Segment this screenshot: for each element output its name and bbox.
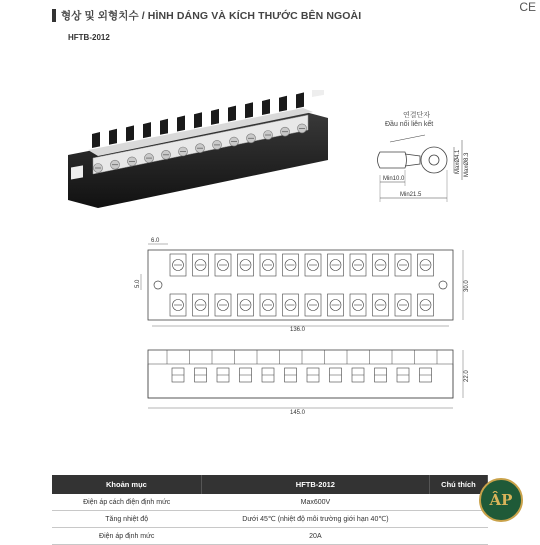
terminal-screw-icon [283, 294, 299, 316]
terminal-screw-icon [283, 254, 299, 276]
terminal-screw-icon [305, 294, 321, 316]
terminal-screw-icon [170, 294, 186, 316]
table-cell: Max600V [201, 494, 429, 511]
front-terminal-icon [172, 368, 184, 382]
dimension-drawing [130, 232, 470, 422]
brand-logo-badge [479, 478, 523, 522]
front-view-outline [148, 350, 453, 398]
section-title: 형상 및 외형치수 / HÌNH DÁNG VÀ KÍCH THƯỚC BÊN NGOÀI [61, 10, 362, 22]
terminal-screw-icon [170, 254, 186, 276]
table-header-row [52, 475, 488, 494]
model-code: HFTB-2012 [68, 33, 110, 42]
terminal-screw-icon [395, 294, 411, 316]
terminal-screw-icon [215, 254, 231, 276]
lug-dim-d1: MaxØ4.1 [455, 149, 461, 174]
front-terminal-icon [375, 368, 387, 382]
terminal-screw-icon [193, 254, 209, 276]
terminal-screw-icon [215, 294, 231, 316]
terminal-screw-icon [238, 294, 254, 316]
table-cell [429, 528, 487, 545]
section-header [52, 8, 361, 23]
table-header-notes: Chú thích [429, 475, 487, 494]
table-row [52, 528, 488, 545]
dim-height: 30.0 [464, 280, 470, 292]
table-header-item: Khoản mục [52, 475, 201, 494]
terminal-screw-icon [260, 254, 276, 276]
table-cell: Tăng nhiệt độ [52, 511, 201, 528]
front-terminal-icon [307, 368, 319, 382]
ring-lug-drawing [370, 130, 480, 205]
top-view-outline [148, 250, 453, 320]
front-terminal-icon [352, 368, 364, 382]
terminal-screw-icon [350, 294, 366, 316]
table-cell: 20A [201, 528, 429, 545]
table-header-model: HFTB-2012 [201, 475, 429, 494]
terminal-screw-icon [328, 254, 344, 276]
dim-length-136: 136.0 [290, 327, 306, 333]
terminal-screw-icon [373, 254, 389, 276]
front-terminal-icon [195, 368, 207, 382]
terminal-screw-icon [418, 254, 434, 276]
table-cell: Dưới 45℃ (nhiệt độ môi trường giới hạn 40℃) [201, 511, 429, 528]
terminal-screw-icon [395, 254, 411, 276]
terminal-screw-icon [193, 294, 209, 316]
front-terminal-icon [397, 368, 409, 382]
lug-dim-d2: MaxØ8.3 [464, 152, 470, 177]
front-terminal-icon [285, 368, 297, 382]
front-terminal-icon [240, 368, 252, 382]
dim-length-145: 145.0 [290, 410, 306, 416]
front-terminal-icon [330, 368, 342, 382]
table-cell: Điện áp định mức [52, 528, 201, 545]
terminal-screw-icon [373, 294, 389, 316]
front-terminal-icon [420, 368, 432, 382]
terminal-block-photo [68, 90, 328, 215]
terminal-screw-icon [350, 254, 366, 276]
lug-dim-min21: Min21.5 [400, 192, 422, 198]
dim-pitch: 6.0 [151, 238, 160, 244]
brand-logo-text: ÂP [489, 491, 513, 509]
spec-table [52, 475, 488, 545]
lug-dim-min10: Min10.0 [383, 176, 405, 182]
terminal-screw-icon [305, 254, 321, 276]
lug-label-vi: Đầu nối liên kết [385, 121, 434, 128]
dim-small-height: 5.0 [135, 279, 141, 288]
front-terminal-icon [262, 368, 274, 382]
terminal-screw-icon [328, 294, 344, 316]
dim-front-height: 22.0 [464, 370, 470, 382]
lug-label-ko: 연결단자 [403, 112, 431, 119]
terminal-screw-icon [418, 294, 434, 316]
terminal-screw-icon [260, 294, 276, 316]
section-bar [52, 9, 56, 22]
table-row [52, 494, 488, 511]
table-cell: Điện áp cách điện định mức [52, 494, 201, 511]
table-row [52, 511, 488, 528]
ce-mark: CE [519, 0, 536, 14]
front-terminal-icon [217, 368, 229, 382]
table-cell [429, 511, 487, 528]
terminal-screw-icon [238, 254, 254, 276]
